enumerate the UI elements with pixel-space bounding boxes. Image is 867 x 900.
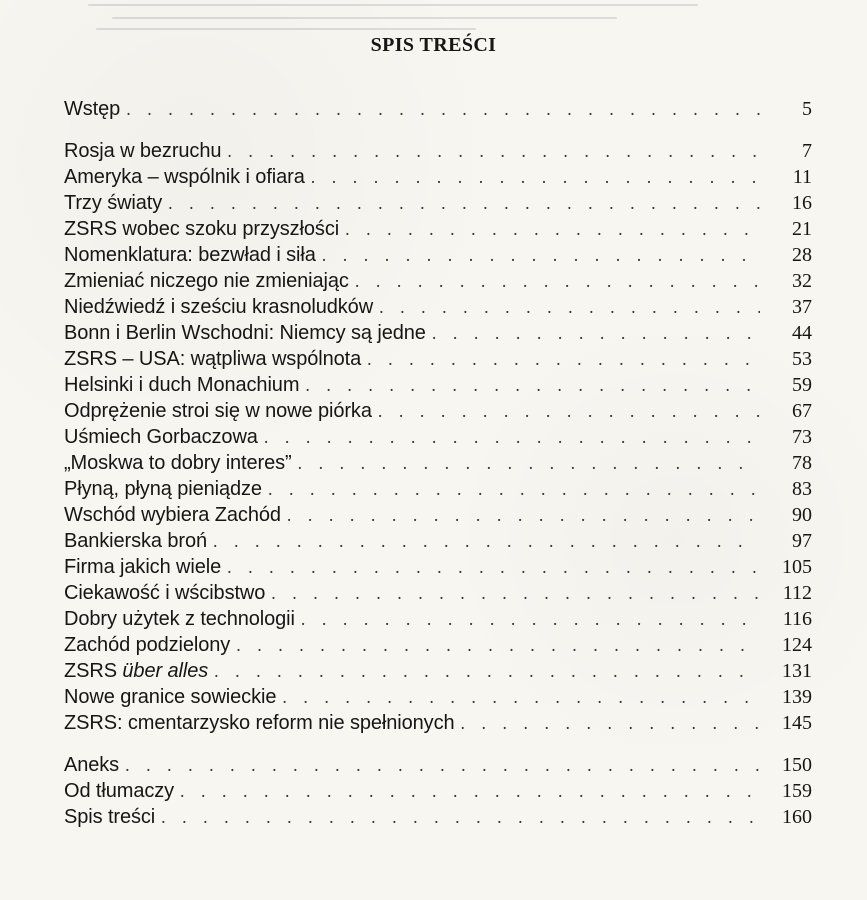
toc-entry-page-number: 131 (782, 660, 812, 682)
toc-entry (64, 684, 812, 710)
toc-entry-title: Ameryka – wspólnik i ofiara (64, 166, 305, 188)
toc-entry-page-number: 5 (802, 98, 812, 120)
dot-leader (213, 528, 760, 554)
toc-entry (64, 320, 812, 346)
dot-leader (214, 658, 760, 684)
toc-entry-title: Ciekawość i wścibstwo (64, 582, 266, 604)
toc-entry-title: Wstęp (64, 98, 121, 120)
dot-leader (301, 606, 760, 632)
toc-entry-page-number: 53 (792, 348, 812, 370)
toc-entry (64, 268, 812, 294)
toc-entry-page-number: 139 (782, 686, 812, 708)
toc-entry-title: Płyną, płyną pieniądze (64, 478, 262, 500)
toc-entry-title: Firma jakich wiele (64, 556, 222, 578)
toc-entry-page-number: 32 (792, 270, 812, 292)
toc-entry-page-number: 7 (802, 140, 812, 162)
toc-entry-title: Uśmiech Gorbaczowa (64, 426, 258, 448)
toc-entry-page-number: 112 (782, 582, 812, 604)
toc-entry-title: Zmieniać niczego nie zmieniając (64, 270, 349, 292)
toc-entry-page-number: 159 (782, 780, 812, 802)
dot-leader (161, 804, 760, 830)
toc-entry-page-number: 105 (782, 556, 812, 578)
dot-leader (298, 450, 760, 476)
dot-leader (227, 138, 760, 164)
toc-entry-title: Aneks (64, 754, 120, 776)
toc-entry-page-number: 37 (792, 296, 812, 318)
toc-entry-page-number: 73 (792, 426, 812, 448)
dot-leader (126, 96, 760, 122)
toc-entry-page-number: 145 (782, 712, 812, 734)
toc-entry (64, 778, 812, 804)
toc-entry-title: Rosja w bezruchu (64, 140, 222, 162)
toc-entry (64, 580, 812, 606)
dot-leader (461, 710, 761, 736)
toc-entry-page-number: 97 (792, 530, 812, 552)
dot-leader (311, 164, 760, 190)
toc-entry-page-number: 124 (782, 634, 812, 656)
dot-leader (378, 398, 760, 424)
toc-entry-title: Dobry użytek z technologii (64, 608, 295, 630)
table-of-contents (64, 96, 812, 830)
toc-entry-title: Bonn i Berlin Wschodni: Niemcy są jedne (64, 322, 426, 344)
toc-entry-title: ZSRS – USA: wątpliwa wspólnota (64, 348, 362, 370)
toc-entry-page-number: 150 (782, 754, 812, 776)
toc-entry-title: Spis treści (64, 806, 156, 828)
dot-leader (322, 242, 760, 268)
toc-entry (64, 190, 812, 216)
toc-entry-title-plain: ZSRS (64, 660, 123, 682)
toc-entry (64, 502, 812, 528)
dot-leader (287, 502, 760, 528)
toc-entry (64, 242, 812, 268)
toc-entry-title: ZSRS: cmentarzysko reform nie spełnionych (64, 712, 455, 734)
toc-entry (64, 752, 812, 778)
toc-entry-title-italic: über alles (122, 660, 209, 682)
toc-entry-title: Trzy światy (64, 192, 163, 214)
toc-entry (64, 216, 812, 242)
toc-entry-page-number: 90 (792, 504, 812, 526)
toc-entry (64, 658, 812, 684)
toc-entry-title: Od tłumaczy (64, 780, 175, 802)
toc-entry (64, 294, 812, 320)
dot-leader (367, 346, 760, 372)
toc-entry-page-number: 44 (792, 322, 812, 344)
toc-entry-title: ZSRS wobec szoku przyszłości (64, 218, 340, 240)
toc-entry-title: Zachód podzielony (64, 634, 231, 656)
toc-entry-page-number: 59 (792, 374, 812, 396)
toc-entry (64, 632, 812, 658)
dot-leader (282, 684, 760, 710)
toc-entry (64, 424, 812, 450)
dot-leader (227, 554, 760, 580)
toc-entry-title: Helsinki i duch Monachium (64, 374, 300, 396)
toc-entry (64, 554, 812, 580)
toc-entry-page-number: 160 (782, 806, 812, 828)
dot-leader (271, 580, 760, 606)
toc-entry (64, 398, 812, 424)
toc-entry (64, 476, 812, 502)
toc-entry (64, 528, 812, 554)
toc-entry-page-number: 21 (792, 218, 812, 240)
toc-entry-title (64, 658, 214, 684)
toc-entry (64, 606, 812, 632)
toc-entry-title: Niedźwiedź i sześciu krasnoludków (64, 296, 374, 318)
dot-leader (379, 294, 760, 320)
dot-leader (180, 778, 760, 804)
dot-leader (355, 268, 760, 294)
toc-entry-page-number: 116 (782, 608, 812, 630)
toc-entry-page-number: 83 (792, 478, 812, 500)
toc-entry (64, 96, 812, 122)
dot-leader (264, 424, 760, 450)
dot-leader (268, 476, 760, 502)
toc-entry-page-number: 16 (792, 192, 812, 214)
toc-entry (64, 346, 812, 372)
toc-entry-title: Bankierska broń (64, 530, 208, 552)
toc-entry-page-number: 67 (792, 400, 812, 422)
toc-heading: SPIS TREŚCI (370, 34, 497, 56)
toc-entry-title: Wschód wybiera Zachód (64, 504, 281, 526)
dot-leader (168, 190, 760, 216)
dot-leader (305, 372, 760, 398)
toc-entry-page-number: 11 (792, 166, 812, 188)
toc-entry-title: Nomenklatura: bezwład i siła (64, 244, 316, 266)
reverse-side-text-bleed (0, 0, 867, 34)
dot-leader (236, 632, 760, 658)
dot-leader (432, 320, 760, 346)
toc-entry-page-number: 78 (792, 452, 812, 474)
toc-entry (64, 164, 812, 190)
toc-entry-title: Odprężenie stroi się w nowe piórka (64, 400, 372, 422)
toc-entry (64, 138, 812, 164)
toc-entry-title: Nowe granice sowieckie (64, 686, 277, 708)
toc-entry-title: „Moskwa to dobry interes” (64, 452, 292, 474)
dot-leader (345, 216, 760, 242)
toc-entry (64, 372, 812, 398)
toc-entry (64, 710, 812, 736)
toc-entry-page-number: 28 (792, 244, 812, 266)
dot-leader (125, 752, 760, 778)
toc-entry (64, 804, 812, 830)
toc-entry (64, 450, 812, 476)
